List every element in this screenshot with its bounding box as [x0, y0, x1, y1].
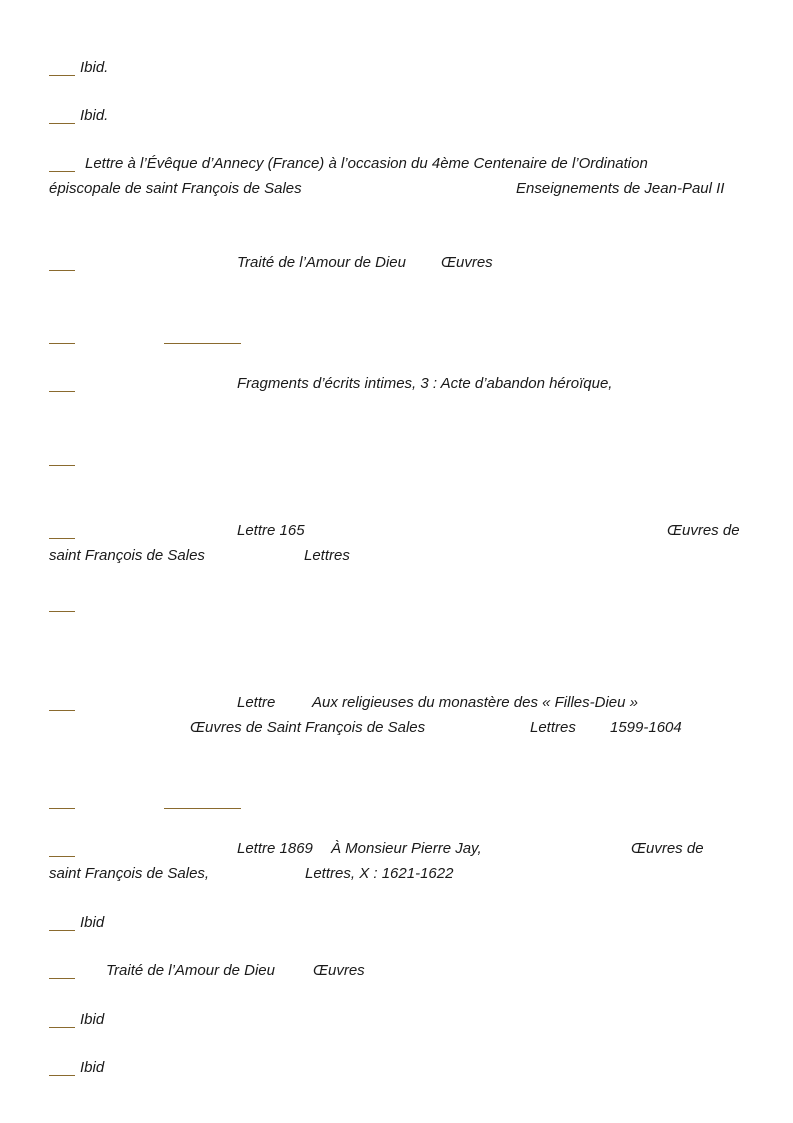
- footnote-rule: [49, 391, 75, 392]
- footnote-text: Lettres, X : 1621-1622: [305, 865, 454, 882]
- footnote-text: Œuvres: [313, 962, 365, 979]
- footnote-ibid: Ibid: [80, 914, 105, 931]
- footnote-text: saint François de Sales: [49, 547, 205, 564]
- footnote-ibid: Ibid.: [80, 59, 109, 76]
- footnote-ibid: Ibid.: [80, 107, 109, 124]
- footnote-text: Lettre 1869: [237, 840, 313, 857]
- footnote-text: À Monsieur Pierre Jay,: [331, 840, 482, 857]
- footnote-text: Œuvres de Saint François de Sales: [190, 719, 426, 736]
- footnote-rule: [49, 270, 75, 271]
- footnote-text: Lettre à l’Évêque d’Annecy (France) à l’occasion du 4ème Centenaire de l’Ordination: [85, 155, 648, 172]
- footnote-ibid: Ibid: [80, 1011, 105, 1028]
- footnote-rule: [49, 343, 75, 344]
- footnote-rule: [49, 1075, 75, 1076]
- footnote-rule: [49, 808, 75, 809]
- footnote-ibid: Ibid: [80, 1059, 105, 1076]
- footnote-text: Fragments d’écrits intimes, 3 : Acte d’abandon héroïque,: [237, 375, 613, 392]
- footnote-rule: [49, 538, 75, 539]
- footnote-text: épiscopale de saint François de Sales: [49, 180, 302, 197]
- footnote-rule: [49, 611, 75, 612]
- footnote-text: 1599-1604: [610, 719, 682, 736]
- footnote-rule: [49, 978, 75, 979]
- footnote-rule: [49, 123, 75, 124]
- footnote-text: Traité de l’Amour de Dieu: [237, 254, 406, 271]
- footnote-text: Lettres: [530, 719, 576, 736]
- footnote-rule: [49, 171, 75, 172]
- footnote-rule: [49, 465, 75, 466]
- footnote-text: Lettre 165: [237, 522, 305, 539]
- separator-rule: [164, 343, 241, 344]
- footnote-rule: [49, 1027, 75, 1028]
- footnote-rule: [49, 75, 75, 76]
- footnote-rule: [49, 710, 75, 711]
- separator-rule: [164, 808, 241, 809]
- footnote-text: Œuvres de: [631, 840, 704, 857]
- footnote-text: Enseignements de Jean-Paul II: [516, 180, 725, 197]
- footnote-text: Lettre: [237, 694, 276, 711]
- footnote-text: Œuvres de: [667, 522, 740, 539]
- footnote-text: saint François de Sales,: [49, 865, 210, 882]
- footnote-rule: [49, 856, 75, 857]
- footnote-text: Aux religieuses du monastère des « Filles-Dieu »: [312, 694, 638, 711]
- footnote-text: Traité de l’Amour de Dieu: [106, 962, 275, 979]
- footnote-rule: [49, 930, 75, 931]
- footnote-text: Lettres: [304, 547, 350, 564]
- footnote-text: Œuvres: [441, 254, 493, 271]
